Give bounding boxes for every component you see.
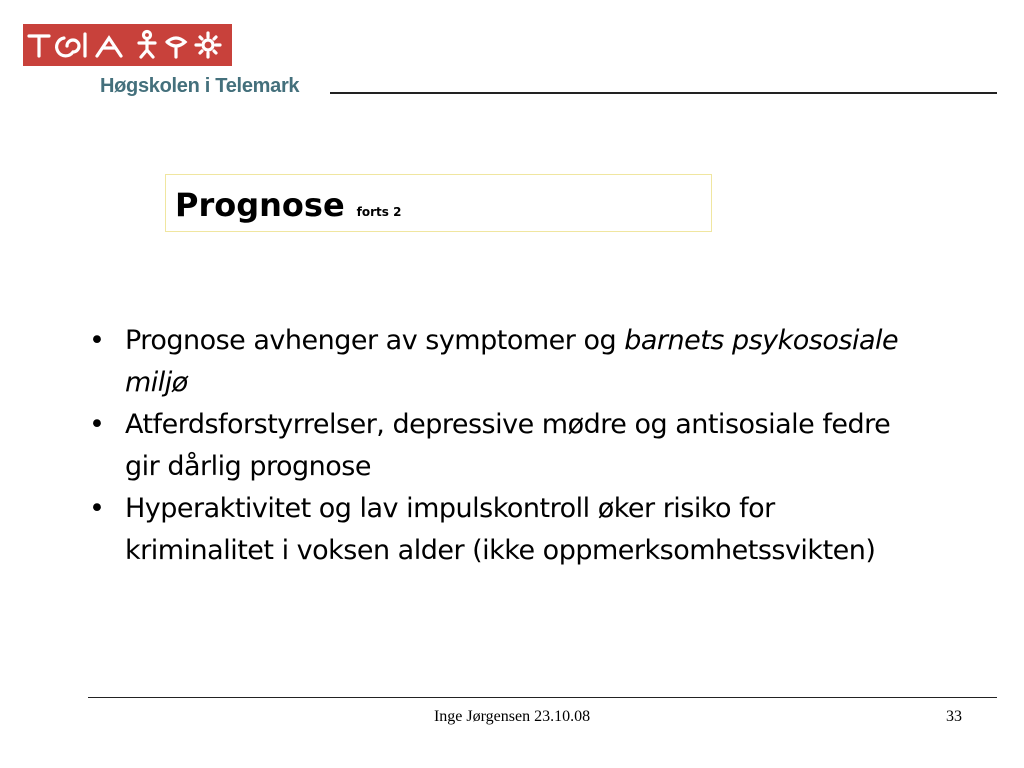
- title-box: [165, 174, 712, 232]
- footer-divider: [88, 697, 997, 698]
- slide-title: [175, 185, 401, 232]
- bullet-text-italic: barnets psykososiale miljø: [125, 325, 899, 398]
- bullet-dot-icon: •: [89, 493, 105, 524]
- school-name: Høgskolen i Telemark: [100, 75, 300, 97]
- page-number: 33: [946, 708, 962, 725]
- footer-author-date: Inge Jørgensen 23.10.08: [433, 708, 591, 725]
- slide-title-text: Prognose: [175, 186, 345, 224]
- slide-subtitle: forts 2: [356, 205, 402, 219]
- bullet-text: Atferdsforstyrrelser, depressive mødre og antisosiale fedre gir dårlig prognose: [125, 409, 891, 482]
- school-logo-banner: [23, 24, 232, 66]
- bullet-item: [85, 320, 925, 404]
- bullet-item: [85, 404, 925, 488]
- bullet-dot-icon: •: [89, 325, 105, 356]
- bullet-item: [85, 488, 925, 572]
- bullet-list: [85, 320, 925, 572]
- bullet-dot-icon: •: [89, 409, 105, 440]
- bullet-text: Hyperaktivitet og lav impulskontroll øker risiko for kriminalitet i voksen alder (ikke oppmerksomhetssvikten): [125, 493, 876, 566]
- header-divider: [330, 92, 997, 94]
- bullet-text: Prognose avhenger av symptomer og: [125, 325, 625, 356]
